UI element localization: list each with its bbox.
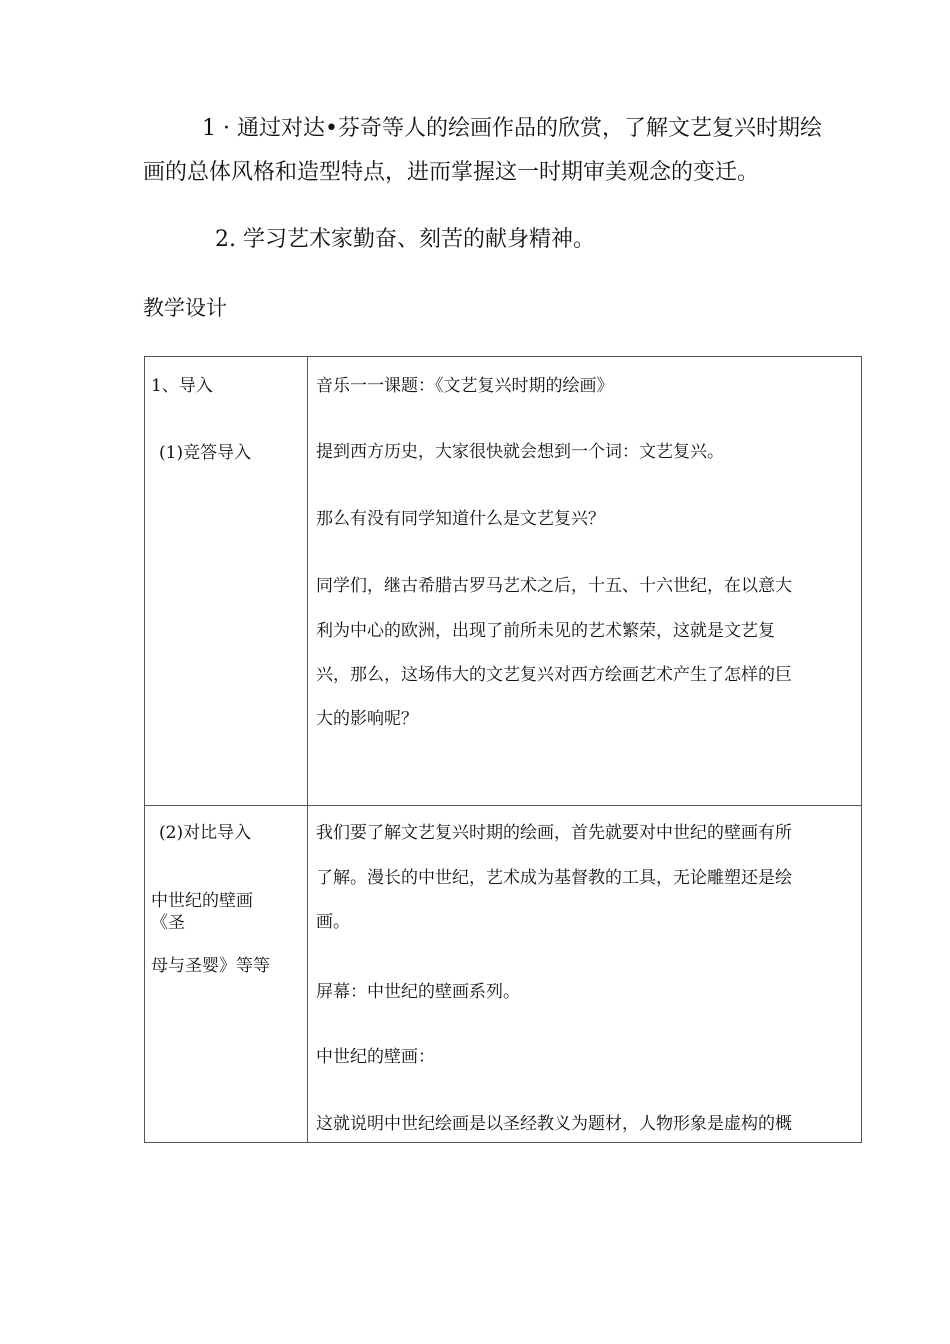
content-line: 画。	[316, 912, 350, 932]
lesson-plan-table	[144, 356, 862, 1143]
stage-note-line: 母与圣婴》等等	[151, 956, 270, 976]
stage-note-line: 中世纪的壁画	[151, 891, 253, 911]
table-row	[145, 357, 862, 806]
content-line: 我们要了解文艺复兴时期的绘画，首先就要对中世纪的壁画有所	[316, 823, 792, 843]
content-line: 音乐一一课题：《文艺复兴时期的绘画》	[316, 376, 614, 396]
objective-2: 2. 学习艺术家勤奋、刻苦的献身精神。	[215, 227, 595, 252]
stage-note-line: 《圣	[151, 913, 185, 933]
content-line: 这就说明中世纪绘画是以圣经教义为题材，人物形象是虚构的概	[316, 1114, 792, 1134]
stage-cell	[145, 357, 308, 806]
content-line: 同学们，继古希腊古罗马艺术之后，十五、十六世纪，在以意大	[316, 576, 792, 596]
objective-1-line-1: 1 · 通过对达•芬奇等人的绘画作品的欣赏，了解文艺复兴时期绘	[202, 116, 822, 141]
stage-label: 1、导入	[151, 376, 213, 396]
stage-cell	[145, 806, 308, 1143]
content-line: 大的影响呢？	[316, 709, 418, 729]
table-row	[145, 806, 862, 1143]
stage-sublabel: (2)对比导入	[159, 823, 252, 843]
content-line: 那么有没有同学知道什么是文艺复兴？	[316, 509, 605, 529]
content-cell	[308, 357, 862, 806]
stage-sublabel: (1)竞答导入	[159, 443, 252, 463]
content-cell	[308, 806, 862, 1143]
objective-1-line-2: 画的总体风格和造型特点，进而掌握这一时期审美观念的变迁。	[143, 160, 760, 185]
teaching-design-heading: 教学设计	[143, 296, 227, 320]
content-line: 提到西方历史，大家很快就会想到一个词：文艺复兴。	[316, 442, 724, 462]
content-line: 中世纪的壁画：	[316, 1047, 435, 1067]
content-line: 利为中心的欧洲，出现了前所未见的艺术繁荣，这就是文艺复	[316, 621, 775, 641]
content-line: 屏幕：中世纪的壁画系列。	[316, 982, 520, 1002]
content-line: 兴，那么，这场伟大的文艺复兴对西方绘画艺术产生了怎样的巨	[316, 665, 792, 685]
content-line: 了解。漫长的中世纪，艺术成为基督教的工具，无论雕塑还是绘	[316, 868, 792, 888]
